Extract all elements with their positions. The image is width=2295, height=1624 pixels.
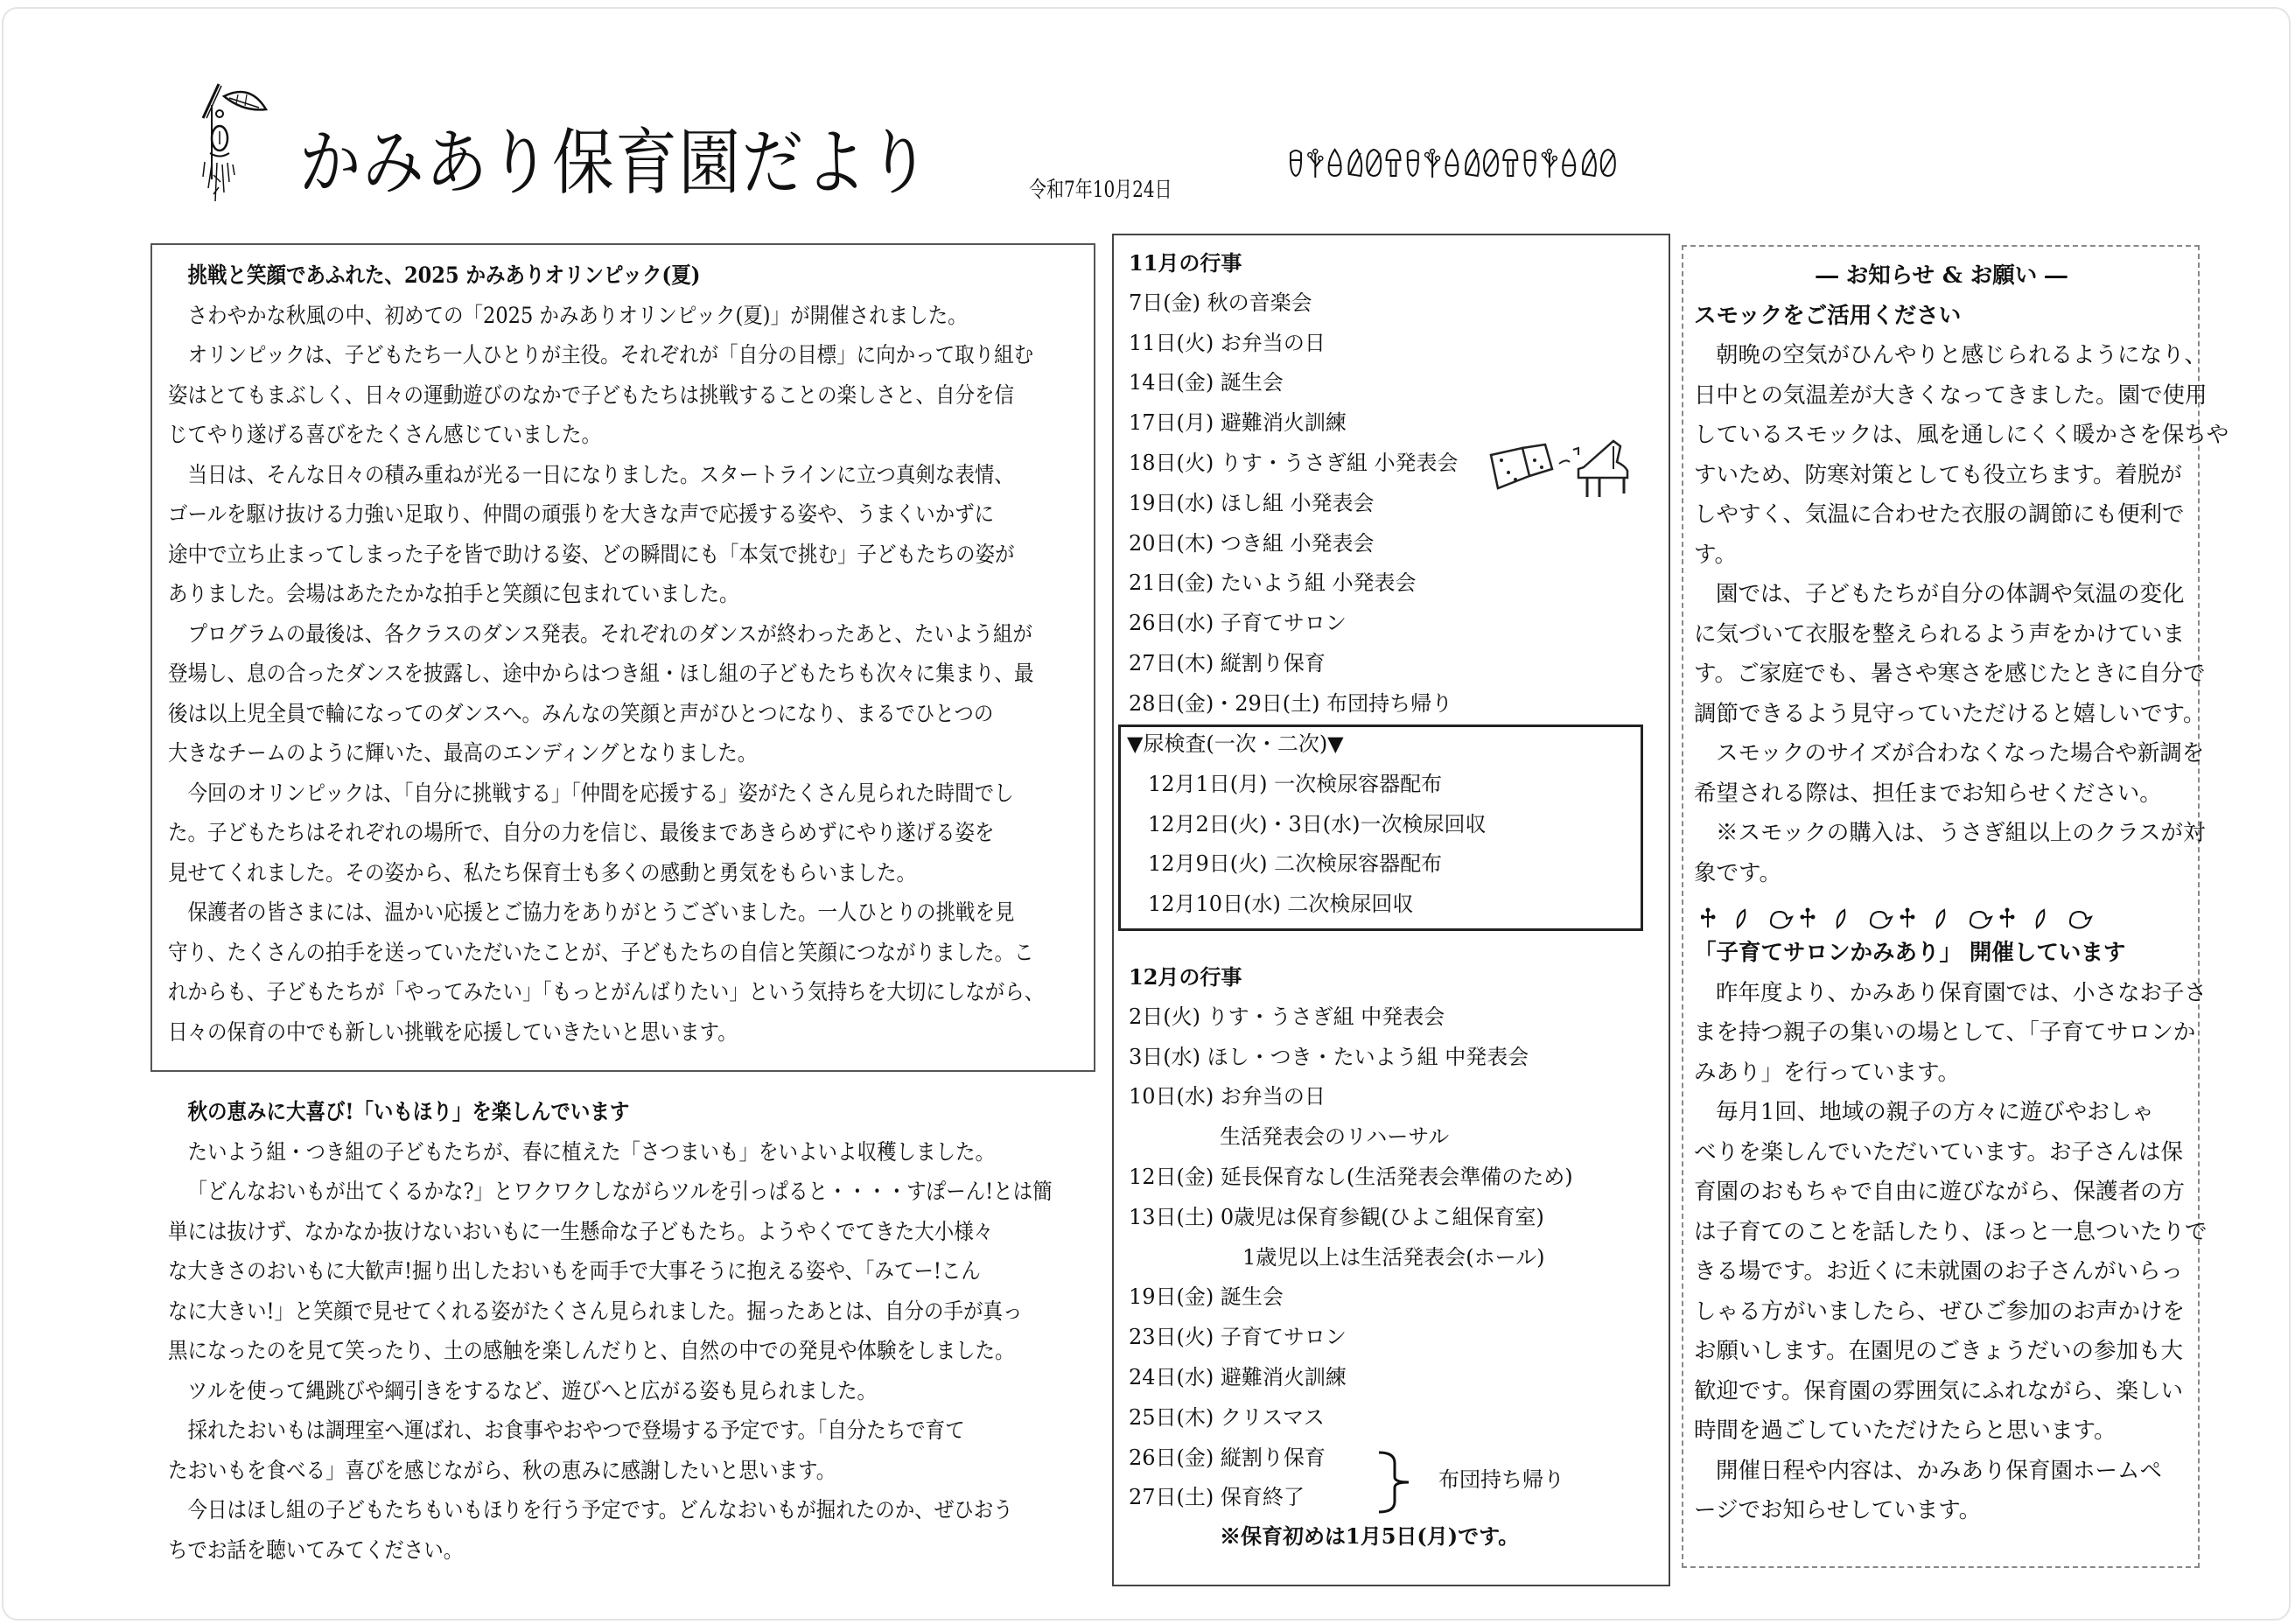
notice-line: お願いします。在園児のごきょうだいの参加も大 bbox=[1694, 1338, 2183, 1364]
nut-icon bbox=[1484, 150, 1498, 176]
schedule-item: 28日(金)・29日(土) 布団持ち帰り bbox=[1129, 690, 1453, 716]
article-line: 見せてくれました。その姿から、私たち保育士も多くの感動と勇気をもらいました。 bbox=[168, 859, 917, 886]
notice-line: 歓迎です。保育園の雰囲気にふれながら、楽しい bbox=[1694, 1377, 2183, 1404]
olympics-heading: 挑戦と笑顔であふれた、2025 かみありオリンピック(夏) bbox=[187, 262, 701, 288]
schedule-item: 24日(水) 避難消火訓練 bbox=[1129, 1364, 1347, 1390]
notice-line: 毎月1回、地域の親子の方々に遊びやおしゃ bbox=[1716, 1099, 2154, 1125]
notice-line: 昨年度より、かみあり保育園では、小さなお子さ bbox=[1716, 979, 2208, 1006]
notice-line: ※スモックの購入は、うさぎ組以上のクラスが対 bbox=[1716, 820, 2206, 846]
notice-line: 調節できるよう見守っていただけると嬉しいです。 bbox=[1694, 700, 2206, 727]
issue-date: 令和7年10月24日 bbox=[1029, 177, 1172, 202]
bird-icon bbox=[1871, 912, 1892, 928]
flower-icon bbox=[1801, 908, 1816, 928]
schedule-item: 26日(水) 子育てサロン bbox=[1129, 611, 1347, 636]
notice-line: 時間を過ごしていただけたらと思います。 bbox=[1694, 1418, 2117, 1444]
schedule-item: 11日(火) お弁当の日 bbox=[1129, 330, 1326, 355]
article-line: た。子どもたちはそれぞれの場所で、自分の力を信じ、最後まであきらめずにやり遂げる姿を bbox=[168, 820, 995, 845]
new-year-start-note: ※保育初めは1月5日(月)です。 bbox=[1220, 1523, 1520, 1549]
urine-test-list bbox=[1127, 724, 1487, 925]
article-line: たおいもを食べる」喜びを感じながら、秋の恵みに感謝したいと思います。 bbox=[168, 1457, 836, 1483]
autumn-icons-row bbox=[1283, 144, 2158, 184]
bird-icon bbox=[1771, 912, 1792, 928]
december-schedule bbox=[1129, 957, 1573, 1518]
schedule-item: 27日(木) 縦割り保育 bbox=[1129, 650, 1326, 676]
schedule-item: 生活発表会のリハーサル bbox=[1220, 1124, 1450, 1150]
notice-line: 開催日程や内容は、かみあり保育園ホームペ bbox=[1716, 1457, 2163, 1484]
newsletter-title: かみあり保育園だより bbox=[299, 122, 932, 205]
leaf-icon bbox=[1583, 150, 1596, 176]
leaf-icon bbox=[1348, 150, 1361, 176]
salon-section bbox=[1694, 934, 2208, 1531]
notice-line: しやすく、気温に合わせた衣服の調節にも便利で bbox=[1694, 501, 2185, 528]
sprig-icon bbox=[1425, 150, 1440, 178]
article-line: 今回のオリンピックは、「自分に挑戦する」「仲間を応援する」姿がたくさん見られた時間でし bbox=[187, 780, 1014, 806]
newsletter-page bbox=[2, 7, 2291, 1620]
schedule-item: 2日(火) りす・うさぎ組 中発表会 bbox=[1129, 1004, 1445, 1029]
article-line: 今日はほし組の子どもたちもいもほりを行う予定です。どんなおいもが掘れたのか、ぜひおう bbox=[187, 1497, 1013, 1522]
december-heading: 12月の行事 bbox=[1129, 964, 1242, 990]
schedule-item: 17日(月) 避難消火訓練 bbox=[1129, 410, 1347, 436]
olympics-article bbox=[168, 256, 1044, 1052]
leaf-icon bbox=[2037, 910, 2045, 928]
acorn-icon bbox=[1291, 150, 1301, 176]
article-line: 採れたおいもは調理室へ運ばれ、お食事やおやつで登場する予定です。「自分たちで育て bbox=[187, 1418, 965, 1443]
article-line: 後は以上児全員で輪になってのダンスへ。みんなの笑顔と声がひとつになり、まるでひとつの bbox=[168, 700, 994, 726]
schedule-item: 10日(水) お弁当の日 bbox=[1129, 1084, 1326, 1110]
notice-line: 日中との気温差が大きくなってきました。園で使用 bbox=[1694, 382, 2208, 409]
article-line: 途中で立ち止まってしまった子を皆で助ける姿、どの瞬間にも「本気で挑む」子どもたちの姿が bbox=[168, 541, 1015, 567]
birds-leaves-divider-icon bbox=[1701, 901, 2121, 936]
notice-line: は子育てのことを話したり、ほっと一息ついたりで bbox=[1694, 1218, 2208, 1245]
urine-test-item: 12月1日(月) 一次検尿容器配布 bbox=[1148, 771, 1443, 796]
article-line: ツルを使って縄跳びや綱引きをするなど、遊びへと広がる姿も見られました。 bbox=[187, 1377, 878, 1404]
leaf-icon bbox=[1837, 910, 1845, 928]
article-line: プログラムの最後は、各クラスのダンス発表。それぞれのダンスが終わったあと、たいよう組が bbox=[187, 620, 1032, 647]
acorn-icon bbox=[1525, 150, 1536, 176]
notice-line: きる場です。お近くに未就園のお子さんがいらっ bbox=[1694, 1258, 2183, 1284]
nut-icon bbox=[1367, 150, 1381, 176]
flower-icon bbox=[2000, 908, 2015, 928]
article-line: 保護者の皆さまには、温かい応援とご協力をありがとうございました。一人ひとりの挑戦を見 bbox=[187, 900, 1015, 925]
schedule-item: 19日(金) 誕生会 bbox=[1129, 1284, 1284, 1310]
notice-line: す。ご家庭でも、暑さや寒さを感じたときに自分で bbox=[1694, 661, 2206, 687]
article-line: たいよう組・つき組の子どもたちが、春に植えた「さつまいも」をいよいよ収穫しました。 bbox=[187, 1138, 996, 1165]
mushroom-icon bbox=[1503, 150, 1517, 176]
notices-heading: ― お知らせ & お願い ― bbox=[1816, 262, 2068, 289]
article-line: 黒になったのを見て笑ったり、土の感触を楽しんだりと、自然の中での発見や体験をしました。 bbox=[168, 1338, 1015, 1363]
schedule-item: 18日(火) りす・うさぎ組 小発表会 bbox=[1129, 450, 1459, 475]
schedule-item: 3日(水) ほし・つき・たいよう組 中発表会 bbox=[1129, 1044, 1529, 1069]
schedule-item: 12日(金) 延長保育なし(生活発表会準備のため) bbox=[1129, 1164, 1573, 1189]
article-line: なに大きい!」と笑顔で見せてくれる姿がたくさん見られました。掘ったあとは、自分の手が真っ bbox=[168, 1298, 1023, 1324]
bird-icon bbox=[2070, 912, 2091, 928]
schedule-item: 26日(金) 縦割り保育 bbox=[1129, 1445, 1326, 1470]
schedule-item: 14日(金) 誕生会 bbox=[1129, 370, 1284, 396]
november-heading: 11月の行事 bbox=[1129, 250, 1242, 276]
bird-icon bbox=[1970, 912, 1991, 928]
leaf-icon bbox=[1937, 910, 1945, 928]
flower-icon bbox=[1701, 908, 1716, 928]
nut-icon bbox=[1601, 150, 1615, 176]
music-book-piano-icon bbox=[1489, 439, 1629, 500]
urine-test-item: 12月9日(火) 二次検尿容器配布 bbox=[1148, 851, 1443, 877]
right-brace-icon bbox=[1377, 1451, 1412, 1514]
chestnut-icon bbox=[1329, 150, 1341, 176]
chestnut-icon bbox=[1445, 150, 1458, 176]
notice-line: 育園のおもちゃで自由に遊びながら、保護者の方 bbox=[1694, 1179, 2186, 1205]
notice-line: スモックのサイズが合わなくなった場合や新調を bbox=[1716, 740, 2205, 766]
acorn-icon bbox=[1408, 150, 1418, 176]
notice-line: しゃる方がいましたら、ぜひご参加のお声かけを bbox=[1694, 1298, 2186, 1325]
schedule-item: 23日(火) 子育てサロン bbox=[1129, 1325, 1347, 1350]
schedule-item: 7日(金) 秋の音楽会 bbox=[1129, 290, 1312, 315]
article-line: 大きなチームのように輝いた、最高のエンディングとなりました。 bbox=[168, 740, 758, 766]
article-line: じてやり遂げる喜びをたくさん感じていました。 bbox=[168, 422, 602, 447]
article-line: 姿はとてもまぶしく、日々の運動遊びのなかで子どもたちは挑戦することの楽しさと、自分を信 bbox=[168, 382, 1015, 408]
article-line: 単には抜けず、なかなか抜けないおいもに一生懸命な子どもたち。ようやくでてきた大小様々 bbox=[168, 1218, 994, 1244]
imohori-article bbox=[168, 1092, 1053, 1570]
sprig-icon bbox=[1308, 150, 1323, 178]
leaf-icon bbox=[1466, 150, 1479, 176]
imohori-heading: 秋の恵みに大喜び!「いもほり」を楽しんでいます bbox=[187, 1099, 630, 1124]
schedule-item: 1歳児以上は生活発表会(ホール) bbox=[1242, 1244, 1545, 1270]
article-line: 登場し、息の合ったダンスを披露し、途中からはつき組・ほし組の子どもたちも次々に集まり、最 bbox=[168, 661, 1034, 686]
article-line: な大きさのおいもに大歓声!掘り出したおいもを両手で大事そうに抱える姿や、「みてー!こん bbox=[168, 1258, 981, 1284]
schedule-item: 27日(土) 保育終了 bbox=[1129, 1485, 1305, 1510]
schedule-item: 20日(木) つき組 小発表会 bbox=[1129, 530, 1375, 556]
notice-line: 朝晩の空気がひんやりと感じられるようになり、 bbox=[1716, 342, 2208, 368]
urine-test-heading: ▼尿検査(一次・二次)▼ bbox=[1127, 732, 1344, 756]
article-line: 「どんなおいもが出てくるかな?」とワクワクしながらツルを引っぱると・・・・すぽーん!とは簡 bbox=[187, 1179, 1053, 1204]
article-line: 日々の保育の中でも新しい挑戦を応援していきたいと思います。 bbox=[168, 1018, 738, 1045]
notice-line: 希望される際は、担任までお知らせください。 bbox=[1694, 780, 2162, 807]
notice-line: す。 bbox=[1694, 541, 1737, 568]
urine-test-item: 12月2日(火)・3日(水)一次検尿回収 bbox=[1148, 811, 1487, 836]
schedule-item: 21日(金) たいよう組 小発表会 bbox=[1129, 570, 1417, 596]
sprig-icon bbox=[1542, 150, 1557, 178]
article-line: れからも、子どもたちが「やってみたい」「もっとがんばりたい」という気持ちを大切にしながら、 bbox=[168, 979, 1045, 1004]
notice-line: みあり」を行っています。 bbox=[1694, 1059, 1960, 1086]
notice-line: 園では、子どもたちが自分の体調や気温の変化 bbox=[1716, 581, 2185, 607]
article-line: ありました。会場はあたたかな拍手と笑顔に包まれていました。 bbox=[168, 581, 739, 606]
futon-return-label: 布団持ち帰り bbox=[1438, 1467, 1564, 1492]
notice-line: に気づいて衣服を整えられるよう声をかけていま bbox=[1694, 620, 2186, 648]
article-line: さわやかな秋風の中、初めての「2025 かみありオリンピック(夏)」が開催されました。 bbox=[187, 302, 968, 328]
notices-section bbox=[1694, 256, 2229, 893]
article-line: ちでお話を聴いてみてください。 bbox=[168, 1536, 464, 1563]
article-line: 当日は、そんな日々の積み重ねが光る一日になりました。スタートラインに立つ真剣な表情、 bbox=[187, 461, 1014, 487]
schedule-item: 19日(水) ほし組 小発表会 bbox=[1129, 490, 1375, 515]
notice-line: しているスモックは、風を通しにくく暖かさを保ちや bbox=[1694, 422, 2229, 448]
salon-heading: 「子育てサロンかみあり」 開催しています bbox=[1694, 940, 2126, 966]
schedule-item: 25日(木) クリスマス bbox=[1129, 1404, 1325, 1430]
smock-heading: スモックをご活用ください bbox=[1694, 302, 1962, 329]
notice-line: べりを楽しんでいただいています。お子さんは保 bbox=[1694, 1138, 2183, 1166]
chestnut-icon bbox=[1563, 150, 1575, 176]
notice-line: ージでお知らせしています。 bbox=[1694, 1497, 1982, 1523]
notice-line: 象です。 bbox=[1694, 859, 1781, 886]
november-schedule bbox=[1129, 243, 1459, 724]
notice-line: まを持つ親子の集いの場として、「子育てサロンか bbox=[1694, 1019, 2196, 1046]
article-line: ゴールを駆け抜ける力強い足取り、仲間の頑張りを大きな声で応援する姿や、うまくいかずに bbox=[168, 501, 995, 527]
leaf-icon bbox=[1738, 910, 1746, 928]
article-line: 守り、たくさんの拍手を送っていただいたことが、子どもたちの自信と笑顔につながりました。こ bbox=[168, 939, 1034, 965]
notice-line: すいため、防寒対策としても役立ちます。着脱が bbox=[1694, 461, 2182, 488]
schedule-item: 13日(土) 0歳児は保育参観(ひよこ組保育室) bbox=[1129, 1204, 1544, 1229]
article-line: オリンピックは、子どもたち一人ひとりが主役。それぞれが「自分の目標」に向かって取り組む bbox=[187, 342, 1034, 368]
flower-icon bbox=[1900, 908, 1915, 928]
urine-test-item: 12月10日(水) 二次検尿回収 bbox=[1148, 892, 1414, 917]
mushroom-icon bbox=[1387, 150, 1401, 176]
acorn-leaf-icon bbox=[198, 79, 276, 210]
